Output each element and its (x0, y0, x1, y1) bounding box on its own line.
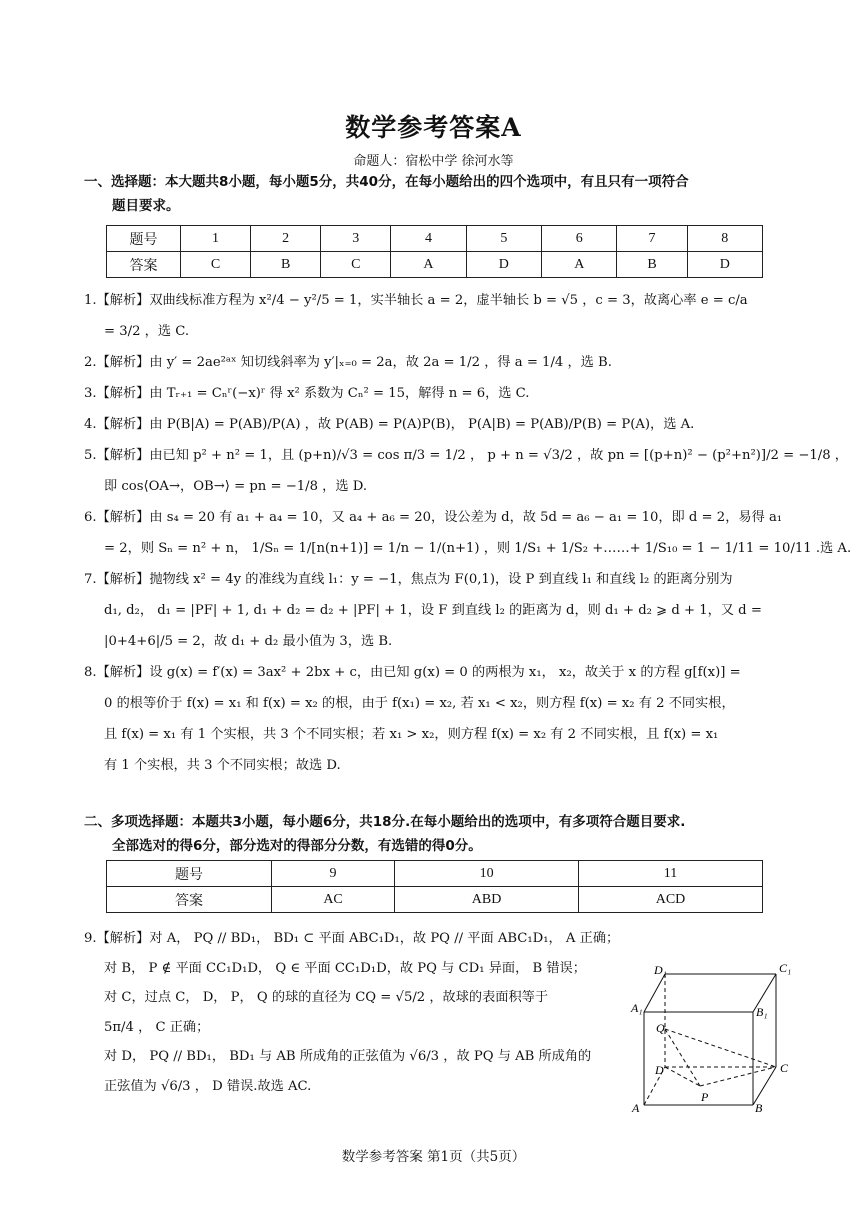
table-cell-answer: B (617, 252, 687, 278)
page-footer: 数学参考答案 第1页（共5页） (341, 1149, 526, 1165)
table-cell-number: 5 (466, 226, 541, 252)
page-title: 数学参考答案A (345, 113, 522, 142)
table-cell-number: 1 (181, 226, 251, 252)
solution9-line: 5π/4 ， C 正确； (104, 1019, 210, 1035)
table-cell-answer: ACD (579, 887, 763, 913)
solution-line: 且 f(x) = x₁ 有 1 个实根，共 3 个不同实根；若 x₁ > x₂，则方程 f(x) = x₂ 有 2 不同实根，且 f(x) = x₁ (104, 727, 719, 742)
solution-item (84, 378, 789, 409)
solution-line: 0 的根等价于 f(x) = x₁ 和 f(x) = x₂ 的根，由于 f(x₁) = x₂, 若 x₁ < x₂，则方程 f(x) = x₂ 有 2 不同实根， (104, 696, 735, 711)
table-cell-answer: ABD (395, 887, 579, 913)
table-row-answers (107, 887, 763, 913)
table-answer-label: 答案 (107, 887, 272, 913)
solution-line: 1.【解析】双曲线标准方程为 x²/4 − y²/5 = 1，实半轴长 a = 2，虚半轴长 b = √5 ，c = 3，故离心率 e = c/a (84, 293, 748, 308)
label-C: C (780, 1061, 789, 1075)
solution9-line: 对 C，过点 C， D， P， Q 的球的直径为 CQ = √5/2 ，故球的表面积等于 (104, 990, 549, 1005)
table-cell-number: 8 (687, 226, 762, 252)
solution-line: 即 cos⟨OA→，OB→⟩ = pn = −1/8 ，选 D. (104, 479, 368, 494)
table-cell-answer: A (391, 252, 466, 278)
section2-heading (84, 810, 784, 858)
solution-line: 4.【解析】由 P(B|A) = P(AB)/P(A) ，故 P(AB) = P(A)P(B)， P(A|B) = P(AB)/P(B) = P(A)，选 A. (84, 417, 695, 432)
table-cell-number: 4 (391, 226, 466, 252)
label-D: D (655, 1063, 664, 1077)
solution-line: 6.【解析】由 s₄ = 20 有 a₁ + a₄ = 10，又 a₄ + a₆ = 20，设公差为 d，故 5d = a₆ − a₁ = 10，即 d = 2，易得 a₁ (84, 510, 783, 525)
table-answer-label: 答案 (107, 252, 181, 278)
solution-item (84, 409, 789, 440)
table-header-label: 题号 (107, 861, 272, 887)
solution-line: 8.【解析】设 g(x) = f′(x) = 3ax² + 2bx + c，由已知 g(x) = 0 的两根为 x₁， x₂，故关于 x 的方程 g[f(x)] = (84, 665, 741, 680)
solution-item (84, 564, 789, 657)
label-A: A (632, 1101, 640, 1115)
table-cell-number: 2 (251, 226, 321, 252)
solution-item (84, 285, 789, 347)
table-header-label: 题号 (107, 226, 181, 252)
author-line: 命题人：宿松中学 徐河水等 (353, 154, 514, 169)
solution9-line: 9.【解析】对 A， PQ // BD₁， BD₁ ⊂ 平面 ABC₁D₁，故 PQ // 平面 ABC₁D₁， A 正确； (84, 931, 620, 946)
solution-line: 2.【解析】由 y′ = 2ae²ᵃˣ 知切线斜率为 y′|ₓ₌₀ = 2a，故 2a = 1/2 ，得 a = 1/4 ，选 B. (84, 355, 612, 370)
label-Q: Q (656, 1021, 665, 1035)
solution-line: d₁, d₂， d₁ = |PF| + 1, d₁ + d₂ = d₂ + |PF| + 1，设 F 到直线 l₂ 的距离为 d，则 d₁ + d₂ ⩾ d + 1，又 d = (104, 603, 762, 618)
section2-heading-line2: 全部选对的得6分，部分选对的得部分分数，有选错的得0分。 (112, 838, 482, 854)
cube-figure (628, 962, 798, 1117)
label-C1: C₁ (779, 962, 792, 975)
label-B1: B₁ (756, 1005, 768, 1019)
table-cell-number: 10 (395, 861, 579, 887)
solution-line: 5.【解析】由已知 p² + n² = 1，且 (p+n)/√3 = cos π/3 = 1/2 ， p + n = √3/2 ，故 pn = [(p+n)² − (p²+n²)]/2 = −1/8 ， (84, 448, 848, 463)
table-cell-answer: D (466, 252, 541, 278)
table-cell-number: 6 (542, 226, 617, 252)
table-row-numbers (107, 861, 763, 887)
section2-answer-table (106, 860, 763, 913)
solution9-line: 对 D， PQ // BD₁， BD₁ 与 AB 所成角的正弦值为 √6/3 ，故 PQ 与 AB 所成角的 (104, 1049, 592, 1064)
label-P: P (701, 1090, 709, 1104)
solution-line: = 3/2 ，选 C. (104, 324, 190, 339)
table-cell-number: 9 (272, 861, 395, 887)
table-cell-answer: A (542, 252, 617, 278)
table-cell-answer: D (687, 252, 762, 278)
solution-line: = 2，则 Sₙ = n² + n， 1/Sₙ = 1/[n(n+1)] = 1/n − 1/(n+1) ，则 1/S₁ + 1/S₂ +……+ 1/S₁₀ = 1 − 1/11 = 10/11 .选 A. (104, 541, 852, 556)
section1-answer-table (106, 225, 763, 278)
label-D1: D₁ (654, 963, 667, 977)
solution-line: 3.【解析】由 Tᵣ₊₁ = Cₙʳ(−x)ʳ 得 x² 系数为 Cₙ² = 15，解得 n = 6，选 C. (84, 386, 530, 401)
table-cell-answer: C (181, 252, 251, 278)
section2-heading-line1: 二、多项选择题：本题共3小题，每小题6分，共18分.在每小题给出的选项中，有多项符合题目要求. (84, 814, 686, 830)
solution9-line: 对 B， P ∉ 平面 CC₁D₁D， Q ∈ 平面 CC₁D₁D，故 PQ 与 CD₁ 异面， B 错误； (104, 960, 586, 976)
table-cell-answer: AC (272, 887, 395, 913)
table-cell-answer: B (251, 252, 321, 278)
solution-item (84, 502, 852, 564)
table-cell-number: 11 (579, 861, 763, 887)
section1-solutions (84, 285, 852, 781)
table-cell-number: 7 (617, 226, 687, 252)
label-B: B (755, 1101, 763, 1115)
section1-heading-line1: 一、选择题：本大题共8小题，每小题5分，共40分，在每小题给出的四个选项中，有且只有一项符合 (84, 174, 689, 190)
solution-item (84, 657, 789, 781)
solution-line: 7.【解析】抛物线 x² = 4y 的准线为直线 l₁：y = −1，焦点为 F(0,1)，设 P 到直线 l₁ 和直线 l₂ 的距离分别为 (84, 572, 733, 587)
section1-heading (84, 170, 784, 218)
table-cell-answer: C (321, 252, 391, 278)
table-row-answers (107, 252, 763, 278)
solution-9 (84, 924, 624, 1101)
solution-line: 有 1 个实根，共 3 个不同实根；故选 D. (104, 758, 341, 773)
section1-heading-line2: 题目要求。 (112, 198, 180, 214)
solution-item (84, 347, 789, 378)
solution-line: |0+4+6|/5 = 2，故 d₁ + d₂ 最小值为 3，选 B. (104, 634, 393, 649)
solution-item (84, 440, 848, 502)
solution9-line: 正弦值为 √6/3 ， D 错误.故选 AC. (104, 1078, 312, 1094)
table-cell-number: 3 (321, 226, 391, 252)
label-A1: A₁ (631, 1001, 643, 1015)
table-row-numbers (107, 226, 763, 252)
